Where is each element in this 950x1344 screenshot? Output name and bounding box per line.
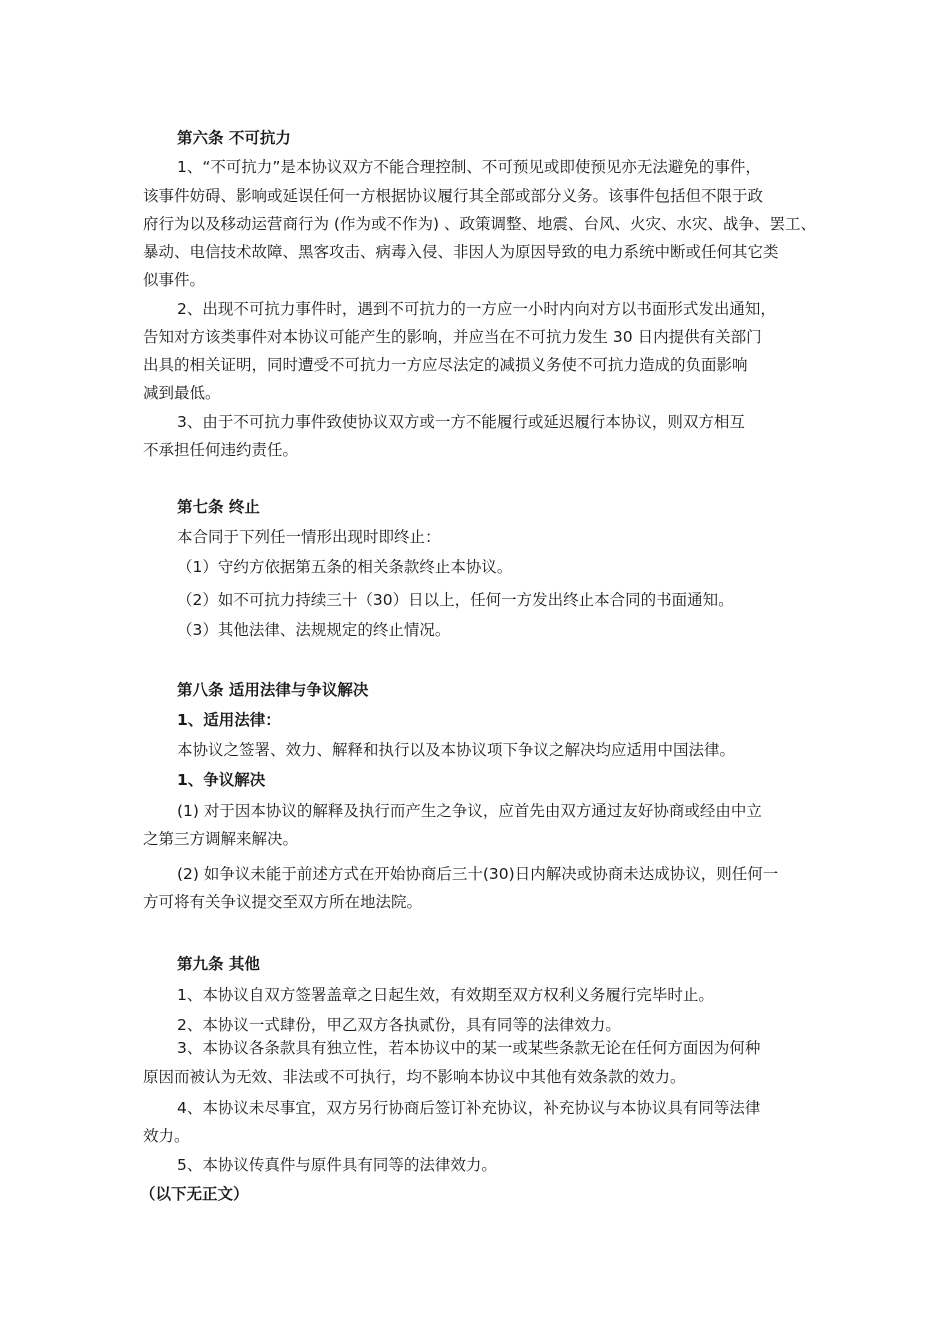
article-6-p1-line: 该事件妨碍、影响或延误任何一方根据协议履行其全部或部分义务。该事件包括但不限于政 [143,187,764,205]
article-7-intro: 本合同于下列任一情形出现时即终止： [177,528,441,546]
article-9-clause: 2、本协议一式肆份，甲乙双方各执贰份，具有同等的法律效力。 [177,1016,621,1034]
article-6-p2-line: 减到最低。 [143,384,221,402]
article-7-heading: 第七条 终止 [177,498,260,516]
article-6-p3-line: 不承担任何违约责任。 [143,441,299,459]
article-7-item: （3）其他法律、法规规定的终止情况。 [177,621,451,639]
article-9-clause: 5、本协议传真件与原件具有同等的法律效力。 [177,1156,497,1174]
article-8-d2-line: (2) 如争议未能于前述方式在开始协商后三十(30)日内解决或协商未达成协议，则任何一 [177,865,779,883]
article-6-p1-line: 似事件。 [143,271,206,289]
article-6-p2-line: 告知对方该类事件对本协议可能产生的影响，并应当在不可抗力发生 30 日内提供有关部门 [143,328,762,346]
article-9-clause-line: 效力。 [143,1127,190,1145]
article-8-d1-line: (1) 对于因本协议的解释及执行而产生之争议，应首先由双方通过友好协商或经由中立 [177,802,762,820]
article-6-p1-line: 府行为以及移动运营商行为 (作为或不作为) 、政策调整、地震、台风、火灾、水灾、战争、罢工、 [143,215,816,233]
article-9-clause: 1、本协议自双方签署盖章之日起生效，有效期至双方权利义务履行完毕时止。 [177,986,714,1004]
article-6-p2-line: 出具的相关证明，同时遭受不可抗力一方应尽法定的减损义务使不可抗力造成的负面影响 [143,356,748,374]
article-6-p3-line: 3、由于不可抗力事件致使协议双方或一方不能履行或延迟履行本协议，则双方相互 [177,413,745,431]
article-8-law-text: 本协议之签署、效力、解释和执行以及本协议项下争议之解决均应适用中国法律。 [177,741,736,759]
article-8-subheading-dispute: 1、争议解决 [177,771,266,789]
article-8-d2-line: 方可将有关争议提交至双方所在地法院。 [143,893,423,911]
article-9-heading: 第九条 其他 [177,955,260,973]
article-9-clause-line: 4、本协议未尽事宜，双方另行协商后签订补充协议，补充协议与本协议具有同等法律 [177,1099,761,1117]
article-9-clause-line: 原因而被认为无效、非法或不可执行，均不影响本协议中其他有效条款的效力。 [143,1068,686,1086]
article-6-p1-line: 1、“不可抗力”是本协议双方不能合理控制、不可预见或即使预见亦无法避免的事件， [177,158,761,176]
article-9-clause-line: 3、本协议各条款具有独立性，若本协议中的某一或某些条款无论在任何方面因为何种 [177,1039,761,1057]
article-7-item: （1）守约方依据第五条的相关条款终止本协议。 [177,558,513,576]
article-8-subheading-law: 1、适用法律： [177,711,281,729]
article-6-heading: 第六条 不可抗力 [177,129,291,147]
end-note: （以下无正文） [140,1185,249,1203]
article-7-item: （2）如不可抗力持续三十（30）日以上，任何一方发出终止本合同的书面通知。 [177,591,734,609]
article-6-p2-line: 2、出现不可抗力事件时，遇到不可抗力的一方应一小时内向对方以书面形式发出通知， [177,300,776,318]
article-8-heading: 第八条 适用法律与争议解决 [177,681,369,699]
article-8-d1-line: 之第三方调解来解决。 [143,830,299,848]
article-6-p1-line: 暴动、电信技术故障、黑客攻击、病毒入侵、非因人为原因导致的电力系统中断或任何其它类 [143,243,779,261]
